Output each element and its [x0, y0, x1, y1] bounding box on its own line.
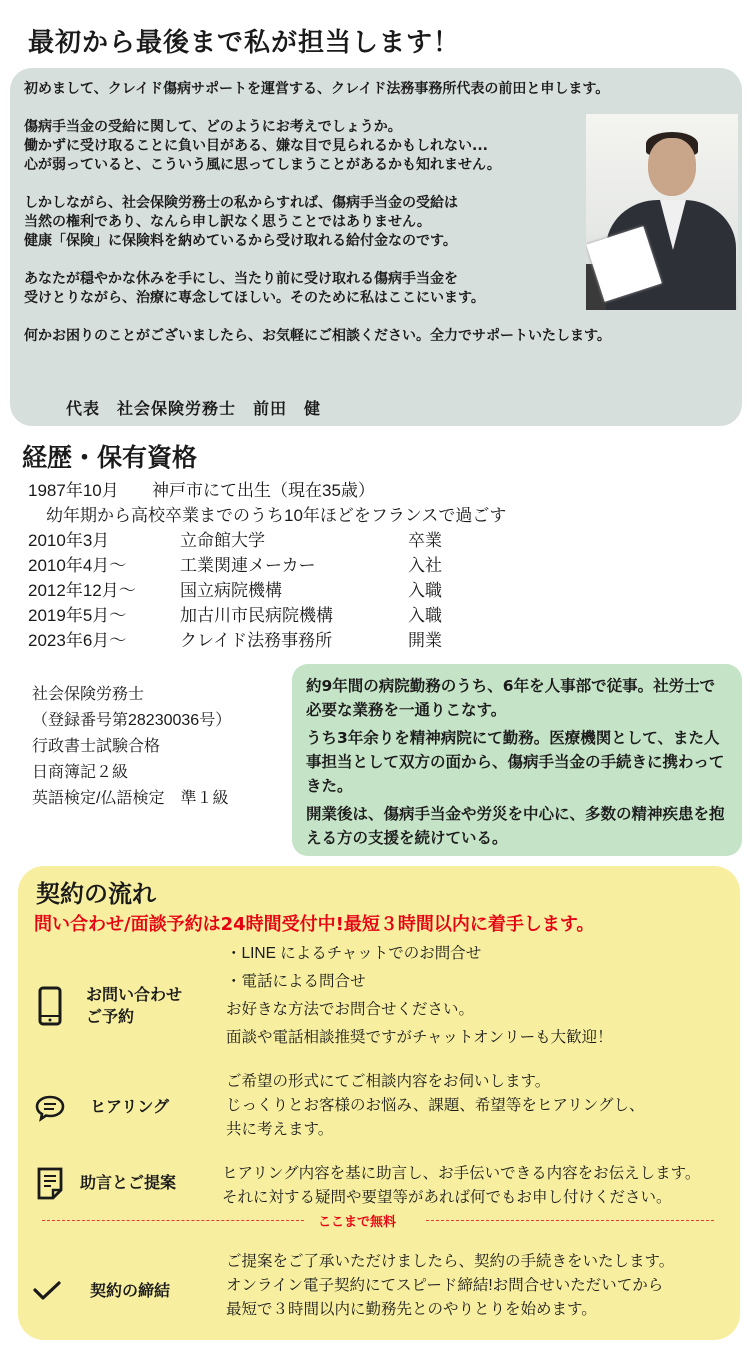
- career-row: [28, 603, 588, 628]
- experience-box: [292, 664, 742, 856]
- step-text-contract: [226, 1250, 674, 1322]
- qualification-item: 行政書士試験合格: [32, 738, 161, 755]
- career-row: [28, 478, 588, 503]
- career-org: クレイド法務事務所: [180, 631, 333, 650]
- step-label-hearing: [90, 1096, 169, 1118]
- step-line: ご希望の形式にてご相談内容をお伺いします。: [226, 1073, 551, 1090]
- career-row: [28, 553, 588, 578]
- step-line: ・LINE によるチャットでのお問合せ: [226, 945, 482, 962]
- step-line: オンライン電子契約にてスピード締結!お問合せいただいてから: [226, 1277, 664, 1294]
- qualification-list: [32, 682, 231, 812]
- career-org: 加古川市民病院機構: [180, 606, 333, 625]
- career-row: [28, 628, 588, 653]
- qualification-item: 日商簿記２級: [32, 764, 129, 781]
- step-line: 面談や電話相談推奨ですがチャットオンリーも大歓迎！: [226, 1029, 613, 1046]
- experience-paragraph: うち3年余りを精神病院にて勤務。医療機関として、また人事担当として双方の面から、傷病手当金の手続きに携わってきた。: [306, 729, 725, 795]
- step-label-proposal: [80, 1172, 176, 1194]
- free-divider-left: [42, 1220, 304, 1221]
- chat-bubble-icon: [34, 1094, 66, 1126]
- signature: 代表 社会保険労務士 前田 健: [66, 399, 322, 418]
- intro-line: あなたが穏やかな休みを手にし、当たり前に受け取れる傷病手当金を: [24, 271, 458, 287]
- career-list: [28, 478, 588, 653]
- career-date: 2023年6月～: [28, 631, 127, 650]
- step-text-proposal: [222, 1162, 700, 1210]
- qualification-item: （登録番号第28230036号）: [32, 712, 232, 729]
- step-label-line: お問い合わせ: [86, 985, 183, 1004]
- step-text-inquiry: [226, 942, 613, 1050]
- intro-line: しかしながら、社会保険労務士の私からすれば、傷病手当金の受給は: [24, 195, 458, 211]
- career-heading: 経歴・保有資格: [22, 443, 198, 472]
- career-row: [28, 528, 588, 553]
- step-line: ヒアリング内容を基に助言し、お手伝いできる内容をお伝えします。: [222, 1165, 701, 1182]
- step-label-line: ご予約: [86, 1007, 135, 1026]
- document-icon: [36, 1166, 68, 1198]
- step-label-line: 契約の締結: [90, 1281, 171, 1300]
- intro-section: [10, 68, 742, 426]
- step-label-line: ヒアリング: [90, 1097, 170, 1116]
- career-row: [28, 503, 588, 528]
- career-date: 2019年5月～: [28, 606, 127, 625]
- step-label-contract: [90, 1280, 170, 1302]
- career-birth: 神戸市にて出生（現在35歳）: [152, 481, 375, 500]
- flow-alert: 問い合わせ/面談予約は24時間受付中!最短３時間以内に着手します。: [34, 914, 595, 935]
- step-text-hearing: [226, 1070, 645, 1142]
- free-divider-right: [426, 1220, 714, 1221]
- step-line: お好きな方法でお問合せください。: [226, 1001, 475, 1018]
- career-event: 入社: [408, 556, 442, 575]
- step-line: 共に考えます。: [226, 1121, 334, 1138]
- intro-line: 健康「保険」に保険料を納めているから受け取れる給付金なのです。: [24, 233, 457, 249]
- intro-line: 受けとりながら、治療に専念してほしい。そのために私はここにいます。: [24, 290, 485, 306]
- step-line: それに対する疑問や要望等があれば何でもお申し付けください。: [222, 1189, 672, 1206]
- step-line: ・電話による問合せ: [226, 973, 366, 990]
- contract-flow-section: [18, 866, 740, 1340]
- intro-line: 心が弱っていると、こういう風に思ってしまうことがあるかも知れません。: [24, 157, 501, 173]
- career-event: 入職: [408, 581, 442, 600]
- step-line: じっくりとお客様のお悩み、課題、希望等をヒアリングし、: [226, 1097, 645, 1114]
- career-org: 工業関連メーカー: [180, 556, 316, 575]
- checkmark-icon: [32, 1280, 64, 1312]
- intro-line: 働かずに受け取ることに負い目がある、嫌な目で見られるかもしれない...: [24, 138, 488, 154]
- intro-closing: 何かお困りのことがございましたら、お気軽にご相談ください。全力でサポートいたします。: [24, 328, 611, 344]
- step-label-line: 助言とご提案: [80, 1173, 177, 1192]
- career-org: 立命館大学: [180, 531, 265, 550]
- career-date: 2010年4月～: [28, 556, 127, 575]
- intro-line: 傷病手当金の受給に関して、どのようにお考えでしょうか。: [24, 119, 402, 135]
- qualification-item: 社会保険労務士: [32, 686, 145, 703]
- intro-line: 当然の権利であり、なんら申し訳なく思うことではありません。: [24, 214, 431, 230]
- page-title: 最初から最後まで私が担当します！: [28, 28, 461, 58]
- experience-paragraph: 約9年間の病院勤務のうち、6年を人事部で従事。社労士で必要な業務を一通りこなす。: [306, 677, 716, 719]
- career-event: 卒業: [408, 531, 442, 550]
- intro-body: [24, 118, 584, 308]
- experience-paragraph: 開業後は、傷病手当金や労災を中心に、多数の精神疾患を抱える方の支援を続けている。: [306, 805, 725, 847]
- career-date: 2010年3月: [28, 531, 110, 550]
- smartphone-icon: [34, 986, 66, 1018]
- career-date: 1987年10月: [28, 481, 119, 500]
- career-event: 入職: [408, 606, 442, 625]
- flow-heading: 契約の流れ: [36, 880, 156, 908]
- qualification-item: 英語検定/仏語検定 準１級: [32, 790, 229, 807]
- career-childhood: 幼年期から高校卒業までのうち10年ほどをフランスで過ごす: [46, 506, 507, 525]
- representative-photo: [586, 114, 738, 310]
- free-label: ここまで無料: [318, 1215, 397, 1230]
- career-row: [28, 578, 588, 603]
- career-date: 2012年12月～: [28, 581, 136, 600]
- career-org: 国立病院機構: [180, 581, 282, 600]
- step-line: 最短で３時間以内に勤務先とのやりとりを始めます。: [226, 1301, 597, 1318]
- step-label-inquiry: [86, 984, 182, 1028]
- intro-greeting: 初めまして、クレイド傷病サポートを運営する、クレイド法務事務所代表の前田と申します。: [24, 81, 610, 97]
- step-line: ご提案をご了承いただけましたら、契約の手続きをいたします。: [226, 1253, 675, 1270]
- career-event: 開業: [408, 631, 442, 650]
